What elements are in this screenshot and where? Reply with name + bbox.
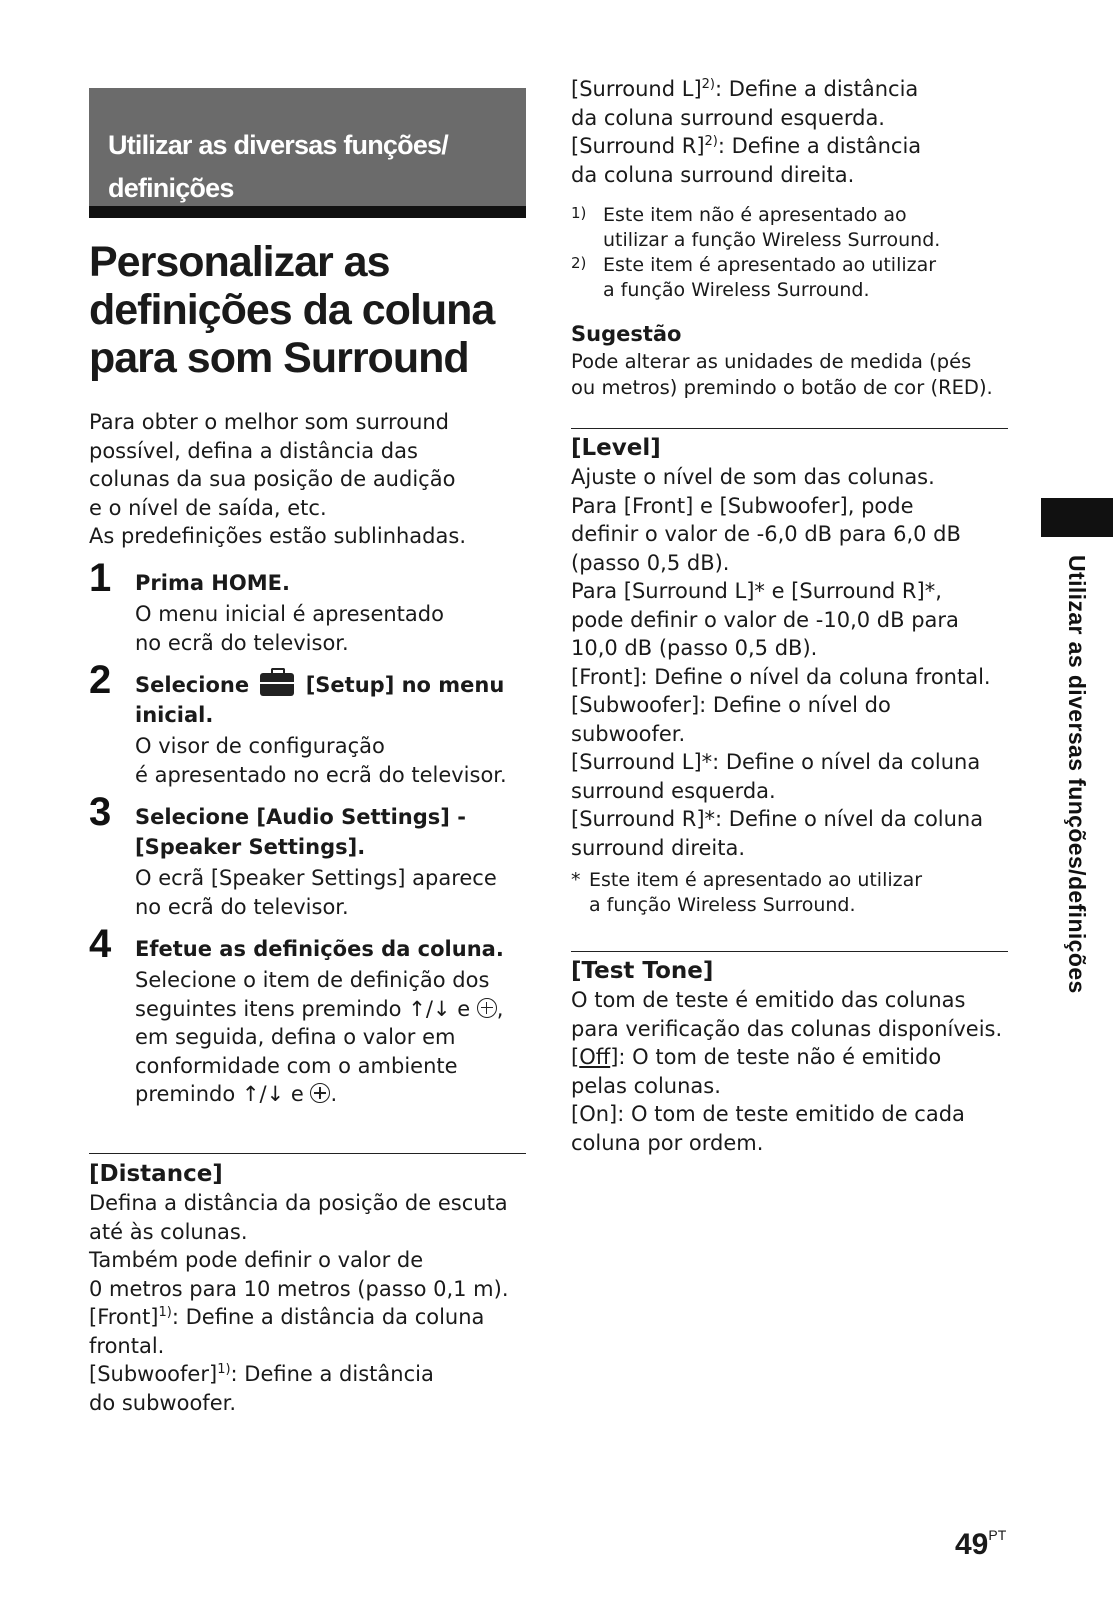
- step-4: [135, 934, 530, 1109]
- test-tone-section: [Test Tone] O tom de teste é emitido das colunas para verificação das colunas disponíveis. [Off]: O tom de teste não é emitido pelas colunas. [On]: O tom de teste emitido de cada coluna por ordem.: [571, 956, 1016, 1157]
- step-title: Efetue as definições da coluna.: [135, 937, 504, 961]
- step-number: 3: [89, 790, 112, 834]
- page-title: Personalizar as definições da coluna para som Surround: [89, 238, 495, 382]
- step-number: 1: [89, 556, 112, 600]
- section-divider: [571, 951, 1008, 952]
- distance-continued: [Surround L]$^{2)}$: Define a distância da coluna surround esquerda. [Surround R]$^{2)}$: Define a distância da coluna surround direita.: [571, 77, 922, 187]
- distance-section: [Distance] Defina a distância da posição de escuta até às colunas. Também pode definir o valor de 0 metros para 10 metros (passo 0,1 m). [Front]$^{1)}$: Define a distância da coluna frontal. [Subwoofer]$^{1)}$: Define a distância do subwoofer.: [89, 1159, 529, 1417]
- step-2: Selecione [Setup] no menu inicial. O visor de configuração é apresentado no ecrã do televisor.: [135, 670, 530, 789]
- toolbox-icon: [260, 673, 294, 696]
- enter-button-icon: [477, 998, 497, 1018]
- step-title: Selecione [Audio Settings] -: [135, 805, 466, 829]
- step-description: O visor de configuração é apresentado no ecrã do televisor.: [135, 734, 507, 787]
- step-title: Selecione [Setup] no menu: [135, 673, 505, 697]
- tip-section: Sugestão Pode alterar as unidades de medida (pés ou metros) premindo o botão de cor (RED).: [571, 319, 1011, 401]
- section-divider: [571, 428, 1008, 429]
- intro-paragraph: Para obter o melhor som surround possível, defina a distância das colunas da sua posição de audição e o nível de saída, etc. As predefinições estão sublinhadas.: [89, 410, 466, 548]
- default-value: Off: [579, 1045, 611, 1069]
- distance-heading: [Distance]: [89, 1161, 223, 1187]
- step-number: 2: [89, 658, 112, 702]
- page-number: $49^{PT}$: [955, 1527, 1007, 1561]
- up-down-arrow-icon: ↑/↓: [408, 996, 451, 1021]
- section-banner: [89, 88, 526, 218]
- side-tab-marker: [1041, 498, 1113, 537]
- footnote: 1) Este item não é apresentado ao utilizar a função Wireless Surround.: [571, 204, 941, 251]
- enter-button-icon: [310, 1083, 330, 1103]
- footnote: 2) Este item é apresentado ao utilizar a função Wireless Surround.: [571, 254, 937, 301]
- tip-heading: Sugestão: [571, 322, 682, 346]
- level-section: [Level] Ajuste o nível de som das colunas. Para [Front] e [Subwoofer], pode definir o valor de -6,0 dB para 6,0 dB (passo 0,5 dB). Para [Surround L]* e [Surround R]*, pode definir o valor de -10,0 dB para 10,0 dB (passo 0,5 dB). [Front]: Define o nível da coluna frontal. [Subwoofer]: Define o nível do subwoofer. [Surround L]*: Define o nível da coluna surround esquerda. [Surround R]*: Define o nível da coluna surround direita. * Este item é apresentado ao utilizar a função Wireless Surround.: [571, 433, 1016, 918]
- step-1: [135, 568, 530, 657]
- section-banner-text: Utilizar as diversas funções/ definições: [108, 130, 448, 203]
- level-heading: [Level]: [571, 435, 661, 461]
- step-description: Selecione o item de definição dos seguintes itens premindo ↑/↓ e , em seguida, defina o valor em conformidade com o ambiente premindo ↑/↓ e .: [135, 968, 504, 1106]
- section-divider: [89, 1153, 526, 1154]
- test-tone-heading: [Test Tone]: [571, 958, 714, 984]
- step-title: Prima HOME.: [135, 571, 290, 595]
- step-number: 4: [89, 922, 112, 966]
- up-down-arrow-icon: ↑/↓: [241, 1082, 285, 1106]
- step-3: Selecione [Audio Settings] - [Speaker Settings]. O ecrã [Speaker Settings] aparece no ecrã do televisor.: [135, 802, 530, 921]
- footnotes: [571, 203, 1011, 303]
- footnote: * Este item é apresentado ao utilizar a função Wireless Surround.: [571, 869, 923, 916]
- step-description: O menu inicial é apresentado no ecrã do televisor.: [135, 602, 444, 655]
- side-section-label: Utilizar as diversas funções/definições: [1064, 555, 1090, 994]
- step-description: O ecrã [Speaker Settings] aparece no ecrã do televisor.: [135, 866, 497, 919]
